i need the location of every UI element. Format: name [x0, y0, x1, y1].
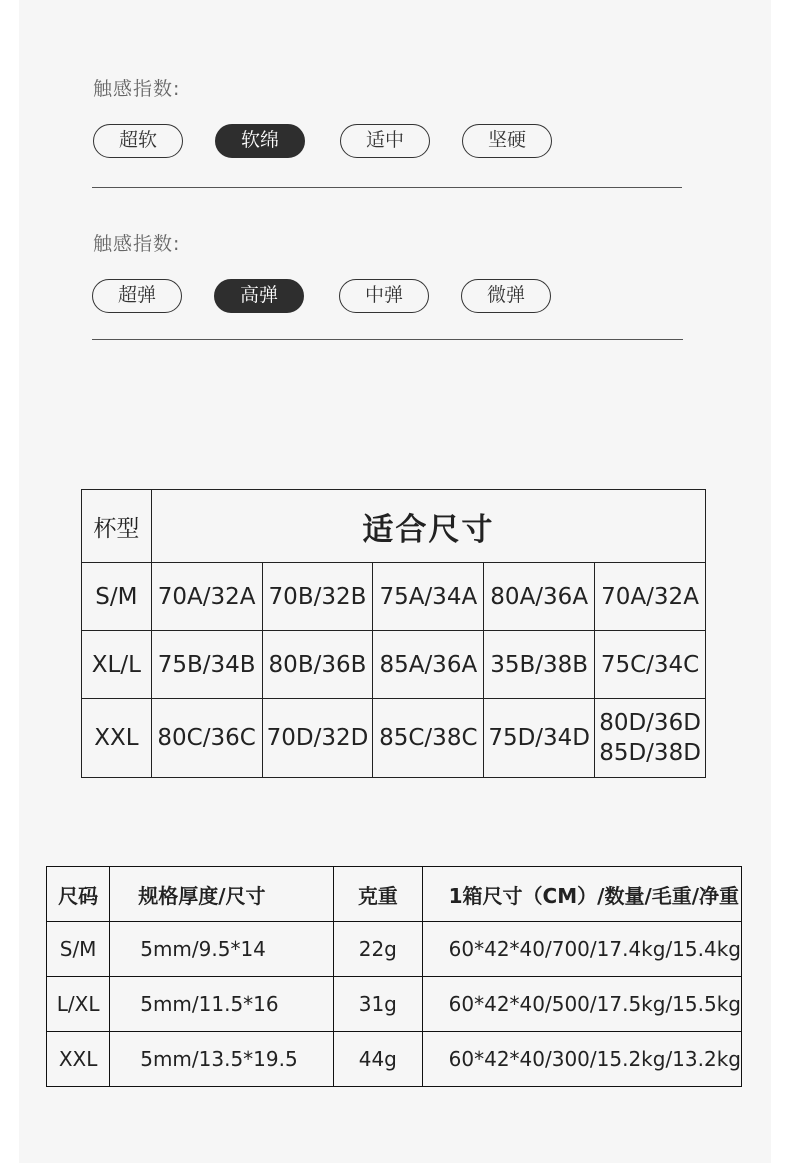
table-cell: 70A/32A [151, 563, 262, 631]
header-cell: 克重 [333, 867, 422, 922]
table-cell: 70D/32D [262, 699, 373, 778]
cell-line: 80D/36D [599, 710, 701, 736]
softness-option[interactable]: 适中 [340, 124, 430, 158]
size-label: XL/L [82, 631, 152, 699]
table-cell: 75C/34C [595, 631, 706, 699]
table-cell: 85A/36A [373, 631, 484, 699]
table-row [82, 631, 706, 699]
divider [92, 187, 682, 188]
cell-line: 85D/38D [599, 740, 701, 766]
table-cell: 5mm/11.5*16 [110, 977, 334, 1032]
table-cell: 80A/36A [484, 563, 595, 631]
softness-option[interactable]: 坚硬 [462, 124, 552, 158]
table-cell-multi [595, 699, 706, 778]
table-cell: 60*42*40/500/17.5kg/15.5kg [422, 977, 741, 1032]
table-cell: 80C/36C [151, 699, 262, 778]
header-cell: 1箱尺寸（CM）/数量/毛重/净重 [422, 867, 741, 922]
table-cell: XXL [47, 1032, 110, 1087]
size-label: S/M [82, 563, 152, 631]
fit-header: 适合尺寸 [151, 490, 705, 563]
elasticity-option[interactable]: 超弹 [92, 279, 182, 313]
table-cell: 75A/34A [373, 563, 484, 631]
table-cell: 70B/32B [262, 563, 373, 631]
cup-header: 杯型 [82, 490, 152, 563]
size-label: XXL [82, 699, 152, 778]
table-row [47, 1032, 742, 1087]
table-cell: 60*42*40/300/15.2kg/13.2kg [422, 1032, 741, 1087]
elasticity-option-selected[interactable]: 高弹 [214, 279, 304, 313]
elasticity-option[interactable]: 中弹 [339, 279, 429, 313]
table-cell: 5mm/9.5*14 [110, 922, 334, 977]
size-table [81, 489, 706, 778]
table-cell: 75D/34D [484, 699, 595, 778]
table-cell: 70A/32A [595, 563, 706, 631]
table-cell: 31g [333, 977, 422, 1032]
header-cell: 尺码 [47, 867, 110, 922]
table-row [47, 977, 742, 1032]
table-cell: 80B/36B [262, 631, 373, 699]
table-row [82, 563, 706, 631]
table-cell: 5mm/13.5*19.5 [110, 1032, 334, 1087]
softness-option-selected[interactable]: 软绵 [215, 124, 305, 158]
divider [92, 339, 683, 340]
table-cell: L/XL [47, 977, 110, 1032]
elasticity-label: 触感指数: [93, 233, 181, 255]
elasticity-option[interactable]: 微弹 [461, 279, 551, 313]
spec-table-header [47, 867, 742, 922]
table-cell: 44g [333, 1032, 422, 1087]
table-cell: 22g [333, 922, 422, 977]
table-cell: S/M [47, 922, 110, 977]
spec-table [46, 866, 742, 1087]
softness-option[interactable]: 超软 [93, 124, 183, 158]
softness-label: 触感指数: [93, 78, 181, 100]
elasticity-options [0, 279, 790, 315]
table-row [47, 922, 742, 977]
table-cell: 60*42*40/700/17.4kg/15.4kg [422, 922, 741, 977]
size-table-header [82, 490, 706, 563]
table-cell: 85C/38C [373, 699, 484, 778]
header-cell: 规格厚度/尺寸 [110, 867, 334, 922]
table-cell: 75B/34B [151, 631, 262, 699]
table-row [82, 699, 706, 778]
table-cell: 35B/38B [484, 631, 595, 699]
softness-options [0, 124, 790, 160]
